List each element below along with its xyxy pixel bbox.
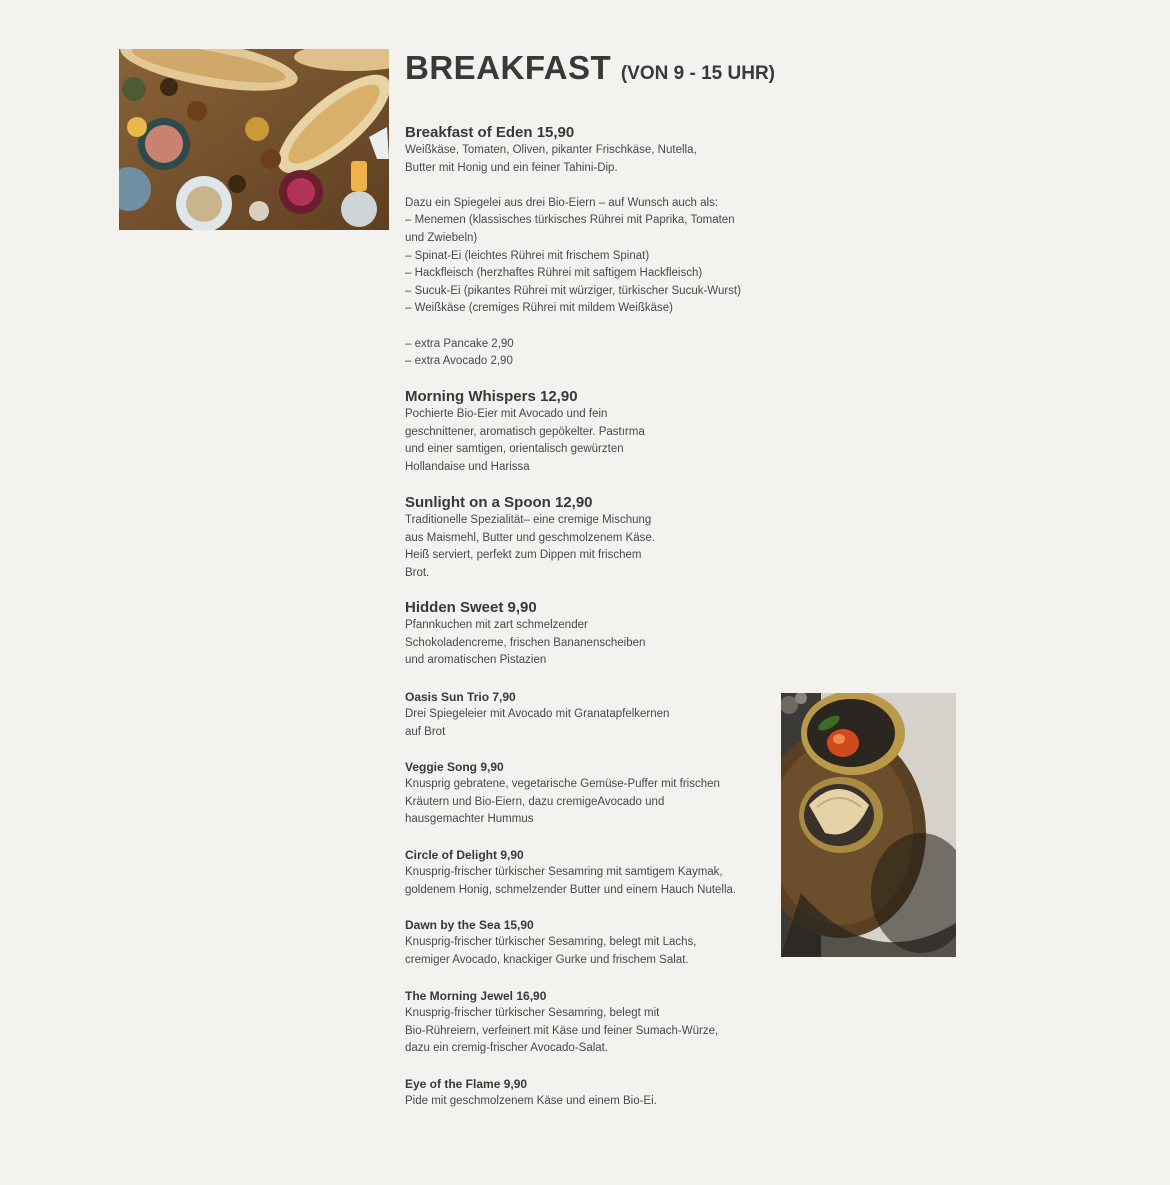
extra-option: – extra Pancake 2,90: [405, 337, 514, 350]
item-description-line: und einer samtigen, orientalisch gewürzten: [405, 443, 624, 456]
item-title: The Morning Jewel 16,90: [405, 989, 547, 1003]
item-title: Eye of the Flame 9,90: [405, 1077, 528, 1091]
item-title: Morning Whispers 12,90: [405, 388, 578, 405]
menu-item-hidden-sweet: [405, 599, 785, 670]
item-description-line: Knusprig-frischer türkischer Sesamring mit samtigem Kaymak,: [405, 866, 723, 878]
title-text: BREAKFAST: [405, 49, 612, 86]
menu-item-veggie-song: [405, 759, 785, 829]
item-description-line: und aromatischen Pistazien: [405, 654, 547, 667]
item-description-line: Brot.: [405, 566, 430, 579]
menu-item-morning-whispers: [405, 388, 785, 476]
item-description-line: Pochierte Bio-Eier mit Avocado und fein: [405, 408, 608, 420]
item-description-line: goldenem Honig, schmelzender Butter und einem Hauch Nutella.: [405, 883, 737, 896]
item-description-line: cremiger Avocado, knackiger Gurke und frischem Salat.: [405, 953, 689, 966]
item-description-line: – Sucuk-Ei (pikantes Rührei mit würziger, türkischer Sucuk-Wurst): [405, 284, 741, 297]
item-description-line: und Zwiebeln): [405, 231, 478, 244]
item-description-line: Hollandaise und Harissa: [405, 460, 530, 473]
item-description-line: Butter mit Honig und ein feiner Tahini-Dip.: [405, 161, 618, 174]
item-description-line: Heiß serviert, perfekt zum Dippen mit frischem: [405, 549, 642, 562]
item-description-line: Schokoladencreme, frischen Bananenscheiben: [405, 636, 646, 649]
item-title: Dawn by the Sea 15,90: [405, 918, 534, 932]
item-title: Hidden Sweet 9,90: [405, 599, 537, 616]
item-title: Breakfast of Eden 15,90: [405, 124, 575, 141]
item-description-line: Bio-Rühreiern, verfeinert mit Käse und feiner Sumach-Würze,: [405, 1024, 719, 1037]
breakfast-spread-photo: [119, 49, 389, 230]
item-description-line: Drei Spiegeleier mit Avocado mit Granatapfelkernen: [405, 708, 670, 720]
extra-option: – extra Avocado 2,90: [405, 355, 513, 368]
item-description-line: hausgemachter Hummus: [405, 813, 534, 826]
menu-item-dawn-by-the-sea: [405, 917, 785, 969]
item-description-line: dazu ein cremig-frischer Avocado-Salat.: [405, 1042, 609, 1055]
item-description-line: – Weißkäse (cremiges Rührei mit mildem Weißkäse): [405, 302, 673, 315]
item-description-line: Kräutern und Bio-Eiern, dazu cremigeAvocado und: [405, 795, 665, 808]
menu-item-eye-of-the-flame: [405, 1076, 785, 1111]
item-title: Oasis Sun Trio 7,90: [405, 690, 516, 704]
item-description-line: – Menemen (klassisches türkisches Rührei mit Paprika, Tomaten: [405, 214, 735, 227]
item-description-line: Knusprig gebratene, vegetarische Gemüse-Puffer mit frischen: [405, 778, 720, 790]
menu-header: [405, 48, 785, 94]
page-title: [405, 48, 785, 94]
item-description-line: auf Brot: [405, 725, 446, 738]
item-description-line: Weißkäse, Tomaten, Oliven, pikanter Frischkäse, Nutella,: [405, 144, 697, 156]
item-description-line: Knusprig-frischer türkischer Sesamring, belegt mit Lachs,: [405, 936, 697, 948]
item-description-line: aus Maismehl, Butter und geschmolzenem Käse.: [405, 531, 655, 544]
item-description-line: – Hackfleisch (herzhaftes Rührei mit saftigem Hackfleisch): [405, 267, 703, 280]
item-title: Veggie Song 9,90: [405, 760, 504, 774]
item-description-line: Knusprig-frischer türkischer Sesamring, belegt mit: [405, 1007, 660, 1019]
menu-item-sunlight-on-a-spoon: [405, 494, 785, 582]
item-description-line: Pide mit geschmolzenem Käse und einem Bio-Ei.: [405, 1095, 657, 1107]
item-description-line: geschnittener, aromatisch gepökelter. Pastırma: [405, 425, 645, 438]
item-description-line: Dazu ein Spiegelei aus drei Bio-Eiern – auf Wunsch auch als:: [405, 196, 719, 209]
opening-hours: (VON 9 - 15 UHR): [620, 63, 775, 84]
menu-item-breakfast-of-eden: [405, 124, 785, 371]
menu-item-oasis-sun-trio: [405, 689, 785, 741]
item-description-line: Traditionelle Spezialität– eine cremige Mischung: [405, 514, 652, 526]
dumplings-bowl-photo: [781, 693, 956, 957]
item-description-line: – Spinat-Ei (leichtes Rührei mit frischem Spinat): [405, 249, 650, 262]
item-title: Circle of Delight 9,90: [405, 848, 524, 862]
item-description-line: Pfannkuchen mit zart schmelzender: [405, 619, 588, 631]
menu-item-circle-of-delight: [405, 847, 785, 899]
item-title: Sunlight on a Spoon 12,90: [405, 494, 593, 511]
menu-item-the-morning-jewel: [405, 988, 785, 1058]
